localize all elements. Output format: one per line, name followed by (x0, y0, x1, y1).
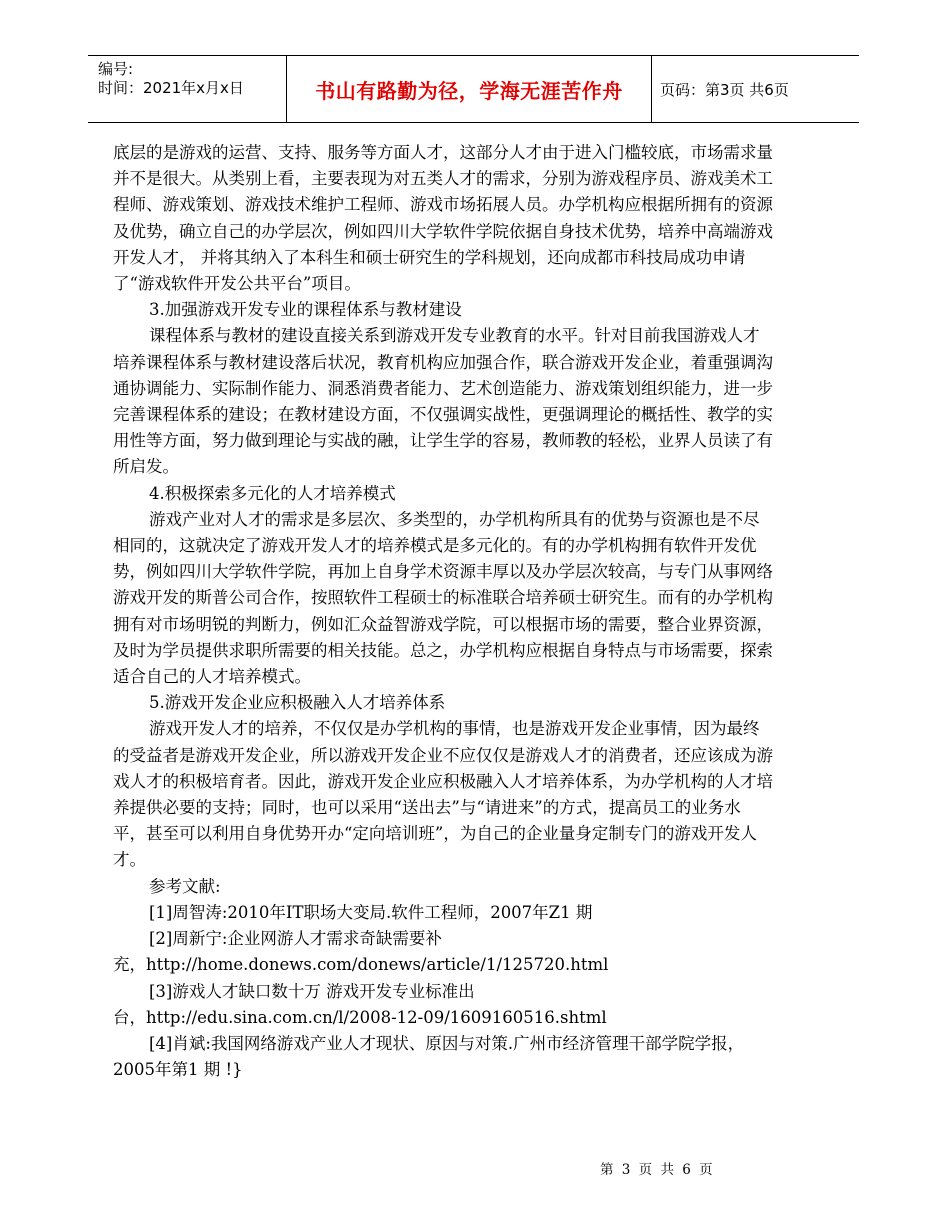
header-page-info: 页码：第3页 共6页 (660, 80, 789, 99)
reference-item-3-line-2: 台，http://edu.sina.com.cn/l/2008-12-09/1609160516.shtml (113, 1007, 607, 1027)
page-header (88, 55, 859, 123)
header-motto-cell (286, 56, 652, 122)
section-heading-3: 3.加强游戏开发专业的课程体系与教材建设 (149, 300, 462, 320)
section-heading-5: 5.游戏开发企业应积极融入人才培养体系 (149, 693, 446, 713)
paragraph-section-4: 游戏产业对人才的需求是多层次、多类型的，办学机构所具有的优势与资源也是不尽相同的，这就决定了游戏开发人才的培养模式是多元化的。有的办学机构拥有软件开发优势，例如四川大学软件学院，再加上自身学术资源丰厚以及办学层次较高，与专门从事网络游戏开发的斯普公司合作，按照软件工程硕士的标准联合培养硕士研究生。而有的办学机构拥有对市场明锐的判断力，例如汇众益智游戏学院，可以根据市场的需要，整合业界资源，及时为学员提供求职所需要的相关技能。总之，办学机构应根据自身特点与市场需要，探索适合自己的人才培养模式。 (113, 509, 773, 687)
paragraph-intro: 底层的是游戏的运营、支持、服务等方面人才，这部分人才由于进入门槛较底，市场需求量并不是很大。从类别上看，主要表现为对五类人才的需求，分别为游戏程序员、游戏美术工程师、游戏策划、游戏技术维护工程师、游戏市场拓展人员。办学机构应根据所拥有的资源及优势，确立自己的办学层次，例如四川大学软件学院依据自身技术优势，培养中高端游戏开发人才， 并将其纳入了本科生和硕士研究生的学科规划，还向成都市科技局成功申请了“游戏软件开发公共平台”项目。 (113, 143, 773, 294)
page-footer: 第 3 页 共 6 页 (600, 1162, 715, 1178)
document-time-label: 时间：2021年x月x日 (98, 79, 244, 97)
header-info-cell (88, 56, 286, 122)
reference-item-1: [1]周智涛:2010年IT职场大变局.软件工程师，2007年Z1 期 (149, 902, 593, 922)
reference-item-2-line-2: 充，http://home.donews.com/donews/article/1/125720.html (113, 955, 609, 975)
reference-item-4: [4]肖斌:我国网络游戏产业人才现状、原因与对策.广州市经济管理干部学院学报，2005年第1 期 !} (113, 1033, 745, 1080)
reference-item-3-line-1: [3]游戏人才缺口数十万 游戏开发专业标准出 (149, 981, 475, 1001)
header-page-cell (651, 56, 859, 122)
paragraph-section-5: 游戏开发人才的培养，不仅仅是办学机构的事情，也是游戏开发企业事情，因为最终的受益者是游戏开发企业，所以游戏开发企业不应仅仅是游戏人才的消费者，还应该成为游戏人才的积极培育者。因此，游戏开发企业应积极融入人才培养体系，为办学机构的人才培养提供必要的支持；同时，也可以采用“送出去”与“请进来”的方式，提高员工的业务水平，甚至可以利用自身优势开办“定向培训班”，为自己的企业量身定制专门的游戏开发人才。 (113, 719, 773, 870)
section-heading-4: 4.积极探索多元化的人才培养模式 (149, 483, 396, 503)
paragraph-section-3: 课程体系与教材的建设直接关系到游戏开发专业教育的水平。针对目前我国游戏人才培养课程体系与教材建设落后状况，教育机构应加强合作，联合游戏开发企业，着重强调沟通协调能力、实际制作能力、洞悉消费者能力、艺术创造能力、游戏策划组织能力，进一步完善课程体系的建设；在教材建设方面，不仅强调实战性，更强调理论的概括性、教学的实用性等方面，努力做到理论与实战的融，让学生学的容易，教师教的轻松，业界人员读了有所启发。 (113, 326, 773, 477)
reference-item-2-line-1: [2]周新宁:企业网游人才需求奇缺需要补 (149, 929, 442, 949)
document-body (113, 140, 773, 1083)
document-number-label: 编号: (98, 60, 134, 78)
references-title: 参考文献: (149, 876, 221, 896)
header-motto: 书山有路勤为径，学海无涯苦作舟 (315, 78, 623, 103)
